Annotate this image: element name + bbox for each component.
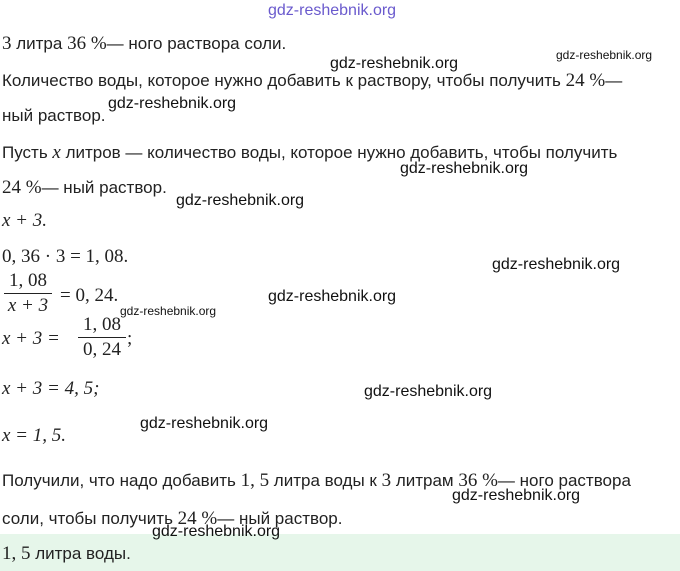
- paragraph-question-cont: ный раствор.: [2, 106, 106, 125]
- math-volume: 3: [2, 33, 12, 54]
- text: Пусть: [2, 143, 53, 162]
- math-percent: 24 %: [565, 70, 606, 91]
- math-percent: 24 %: [2, 177, 42, 198]
- text: — ного раствора соли.: [106, 34, 287, 53]
- watermark: gdz-reshebnik.org: [120, 304, 217, 318]
- watermark: gdz-reshebnik.org: [330, 55, 459, 72]
- text: — ного раствора: [497, 471, 631, 490]
- watermark: gdz-reshebnik.org: [556, 48, 653, 62]
- numerator: 1, 08: [9, 270, 47, 291]
- watermark: gdz-reshebnik.org: [452, 487, 581, 504]
- watermark-top: gdz-reshebnik.org: [268, 2, 397, 19]
- watermark: gdz-reshebnik.org: [140, 415, 269, 432]
- watermark: gdz-reshebnik.org: [152, 523, 281, 540]
- text: — ный раствор.: [217, 509, 343, 528]
- denominator: x + 3: [7, 295, 49, 316]
- math-percent: 36 %: [458, 470, 498, 491]
- watermark: gdz-reshebnik.org: [364, 383, 493, 400]
- watermark: gdz-reshebnik.org: [268, 288, 397, 305]
- fraction-bar: [78, 337, 126, 338]
- numerator: 1, 08: [83, 314, 121, 335]
- watermark: gdz-reshebnik.org: [176, 192, 305, 209]
- text: литрам: [391, 471, 459, 490]
- text: — ный раствор.: [41, 178, 167, 197]
- math-answer: 1, 5: [2, 543, 31, 564]
- math-var: x: [52, 142, 61, 163]
- equation-salt: 0, 36 · 3 = 1, 08.: [2, 246, 129, 267]
- text: соли, чтобы получить: [2, 509, 178, 528]
- fraction-concentration: [4, 270, 52, 317]
- text: литра воды к: [269, 471, 382, 490]
- equation-total: x + 3.: [2, 210, 48, 231]
- semicolon: ;: [127, 328, 133, 349]
- denominator: 0, 24: [83, 339, 121, 360]
- text: Получили, что надо добавить: [2, 471, 241, 490]
- math-percent: 36 %: [67, 33, 107, 54]
- text: литров — количество воды, которое нужно добавить, чтобы получить: [60, 143, 618, 162]
- text: —: [605, 71, 623, 90]
- answer-text: [2, 543, 131, 565]
- text: литра: [11, 34, 68, 53]
- text: Количество воды, которое нужно добавить к раствору, чтобы получить: [2, 71, 566, 90]
- text: литра воды.: [30, 544, 131, 563]
- equation-result: x = 1, 5.: [2, 425, 67, 446]
- watermark: gdz-reshebnik.org: [108, 95, 237, 112]
- math-percent: 24 %: [177, 508, 218, 529]
- math-volume: 3: [381, 470, 392, 491]
- fraction-solve: [78, 314, 126, 361]
- paragraph-question: [2, 70, 622, 92]
- paragraph-let-cont: [2, 177, 167, 199]
- equation-solve-lhs: x + 3 =: [2, 328, 60, 349]
- watermark: gdz-reshebnik.org: [400, 160, 529, 177]
- equation-sum: x + 3 = 4, 5;: [2, 378, 100, 399]
- math-water: 1, 5: [240, 470, 270, 491]
- watermark: gdz-reshebnik.org: [492, 256, 621, 273]
- equation-concentration-rhs: = 0, 24.: [60, 285, 119, 306]
- paragraph-condition: [2, 33, 286, 55]
- fraction-bar: [4, 293, 52, 294]
